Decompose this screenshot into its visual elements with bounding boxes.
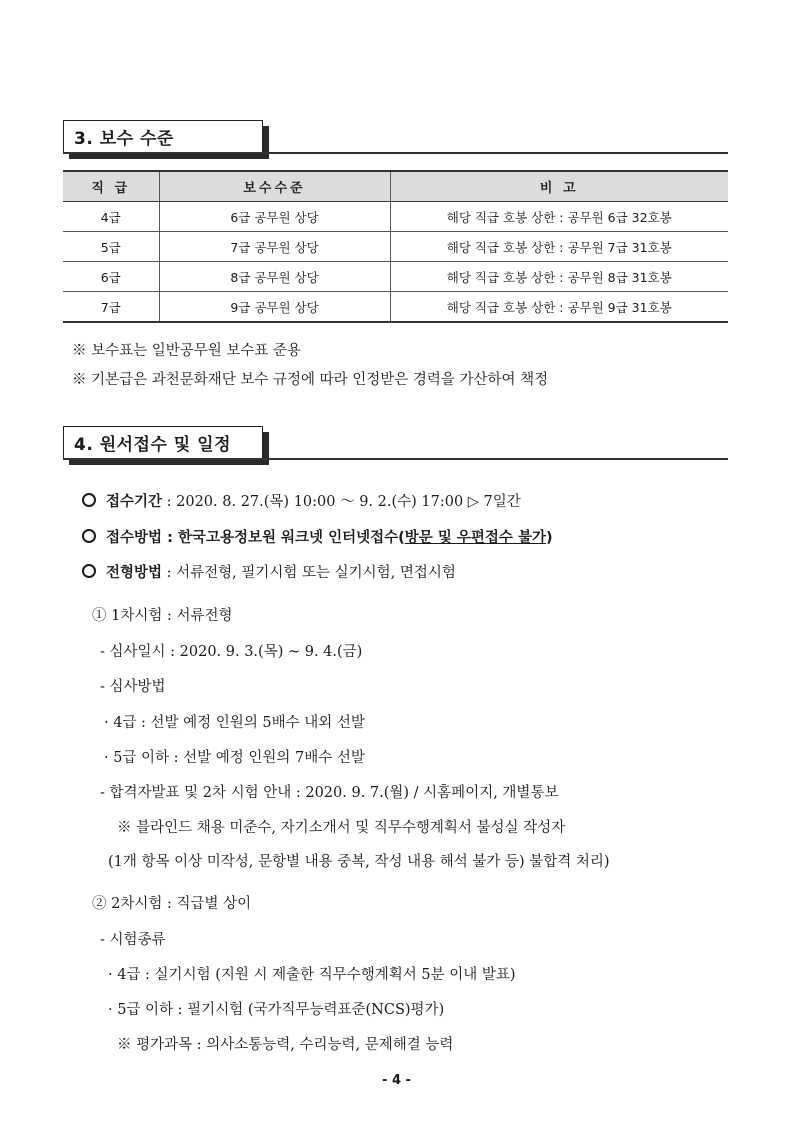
round2-grade5: · 5급 이하 : 필기시험 (국가직무능력표준(NCS)평가): [108, 1002, 445, 1018]
pay-table: [63, 170, 728, 323]
round1-blind-detail: (1개 항목 이상 미작성, 문항별 내용 중복, 작성 내용 해석 불가 등) 불합격 처리): [108, 854, 610, 870]
section3-title: 3. 보수 수준: [74, 129, 174, 149]
header-pay-level: 보수수준: [159, 171, 390, 202]
period-line: [82, 490, 521, 511]
cell-remarks: 해당 직급 호봉 상한 : 공무원 7급 31호봉: [390, 232, 728, 262]
circle-bullet-icon: [82, 493, 96, 507]
round1-review-date: - 심사일시 : 2020. 9. 3.(목) ~ 9. 4.(금): [100, 644, 363, 660]
header-grade: 직 급: [63, 171, 159, 202]
selection-value: : 서류전형, 필기시험 또는 실기시험, 면접시험: [162, 565, 456, 581]
selection-label: 전형방법: [106, 565, 163, 581]
table-row: [63, 292, 728, 323]
method-close: ): [545, 530, 553, 546]
method-line: [82, 526, 553, 547]
section4-heading: [63, 426, 263, 459]
section3-rule: [63, 152, 728, 154]
cell-grade: 6급: [63, 262, 159, 292]
method-label: 접수방법: [106, 530, 163, 546]
method-value: : 한국고용정보원 워크넷 인터넷접수(: [162, 530, 405, 546]
cell-grade: 4급: [63, 202, 159, 232]
round1-title: ① 1차시험 : 서류전형: [92, 608, 233, 624]
cell-pay-level: 7급 공무원 상당: [159, 232, 390, 262]
selection-line: [82, 561, 456, 582]
period-label: 접수기간: [106, 494, 163, 510]
round1-grade4: · 4급 : 선발 예정 인원의 5배수 내외 선발: [104, 715, 365, 731]
method-restriction: 방문 및 우편접수 불가: [404, 530, 546, 546]
cell-grade: 5급: [63, 232, 159, 262]
round2-subjects: ※ 평가과목 : 의사소통능력, 수리능력, 문제해결 능력: [117, 1037, 454, 1053]
round1-review-method: - 심사방법: [100, 679, 166, 695]
table-row: [63, 232, 728, 262]
round1-blind-note: ※ 블라인드 채용 미준수, 자기소개서 및 직무수행계획서 불성실 작성자: [117, 820, 566, 836]
round1-grade5: · 5급 이하 : 선발 예정 인원의 7배수 선발: [104, 750, 365, 766]
section4-title: 4. 원서접수 및 일정: [74, 435, 231, 455]
period-value: : 2020. 8. 27.(목) 10:00 ～ 9. 2.(수) 17:00 ▷ 7일간: [162, 494, 521, 510]
cell-pay-level: 8급 공무원 상당: [159, 262, 390, 292]
note-pay-table: ※ 보수표는 일반공무원 보수표 준용: [72, 343, 302, 359]
cell-pay-level: 9급 공무원 상당: [159, 292, 390, 323]
section4-rule: [63, 458, 728, 460]
cell-grade: 7급: [63, 292, 159, 323]
round2-grade4: · 4급 : 실기시험 (지원 시 제출한 직무수행계획서 5분 이내 발표): [108, 967, 516, 983]
cell-remarks: 해당 직급 호봉 상한 : 공무원 6급 32호봉: [390, 202, 728, 232]
round2-exam-type: - 시험종류: [100, 932, 166, 948]
table-row: [63, 262, 728, 292]
table-row: [63, 202, 728, 232]
cell-remarks: 해당 직급 호봉 상한 : 공무원 8급 31호봉: [390, 262, 728, 292]
round1-announcement: - 합격자발표 및 2차 시험 안내 : 2020. 9. 7.(월) / 시홈페이지, 개별통보: [100, 785, 559, 801]
cell-remarks: 해당 직급 호봉 상한 : 공무원 9급 31호봉: [390, 292, 728, 323]
table-header-row: [63, 171, 728, 202]
circle-bullet-icon: [82, 564, 96, 578]
cell-pay-level: 6급 공무원 상당: [159, 202, 390, 232]
circle-bullet-icon: [82, 529, 96, 543]
note-base-salary: ※ 기본급은 과천문화재단 보수 규정에 따라 인정받은 경력을 가산하여 책정: [72, 372, 549, 388]
section3-heading: [63, 120, 263, 153]
page-number: - 4 -: [382, 1073, 411, 1088]
header-remarks: 비 고: [390, 171, 728, 202]
round2-title: ② 2차시험 : 직급별 상이: [92, 896, 252, 912]
